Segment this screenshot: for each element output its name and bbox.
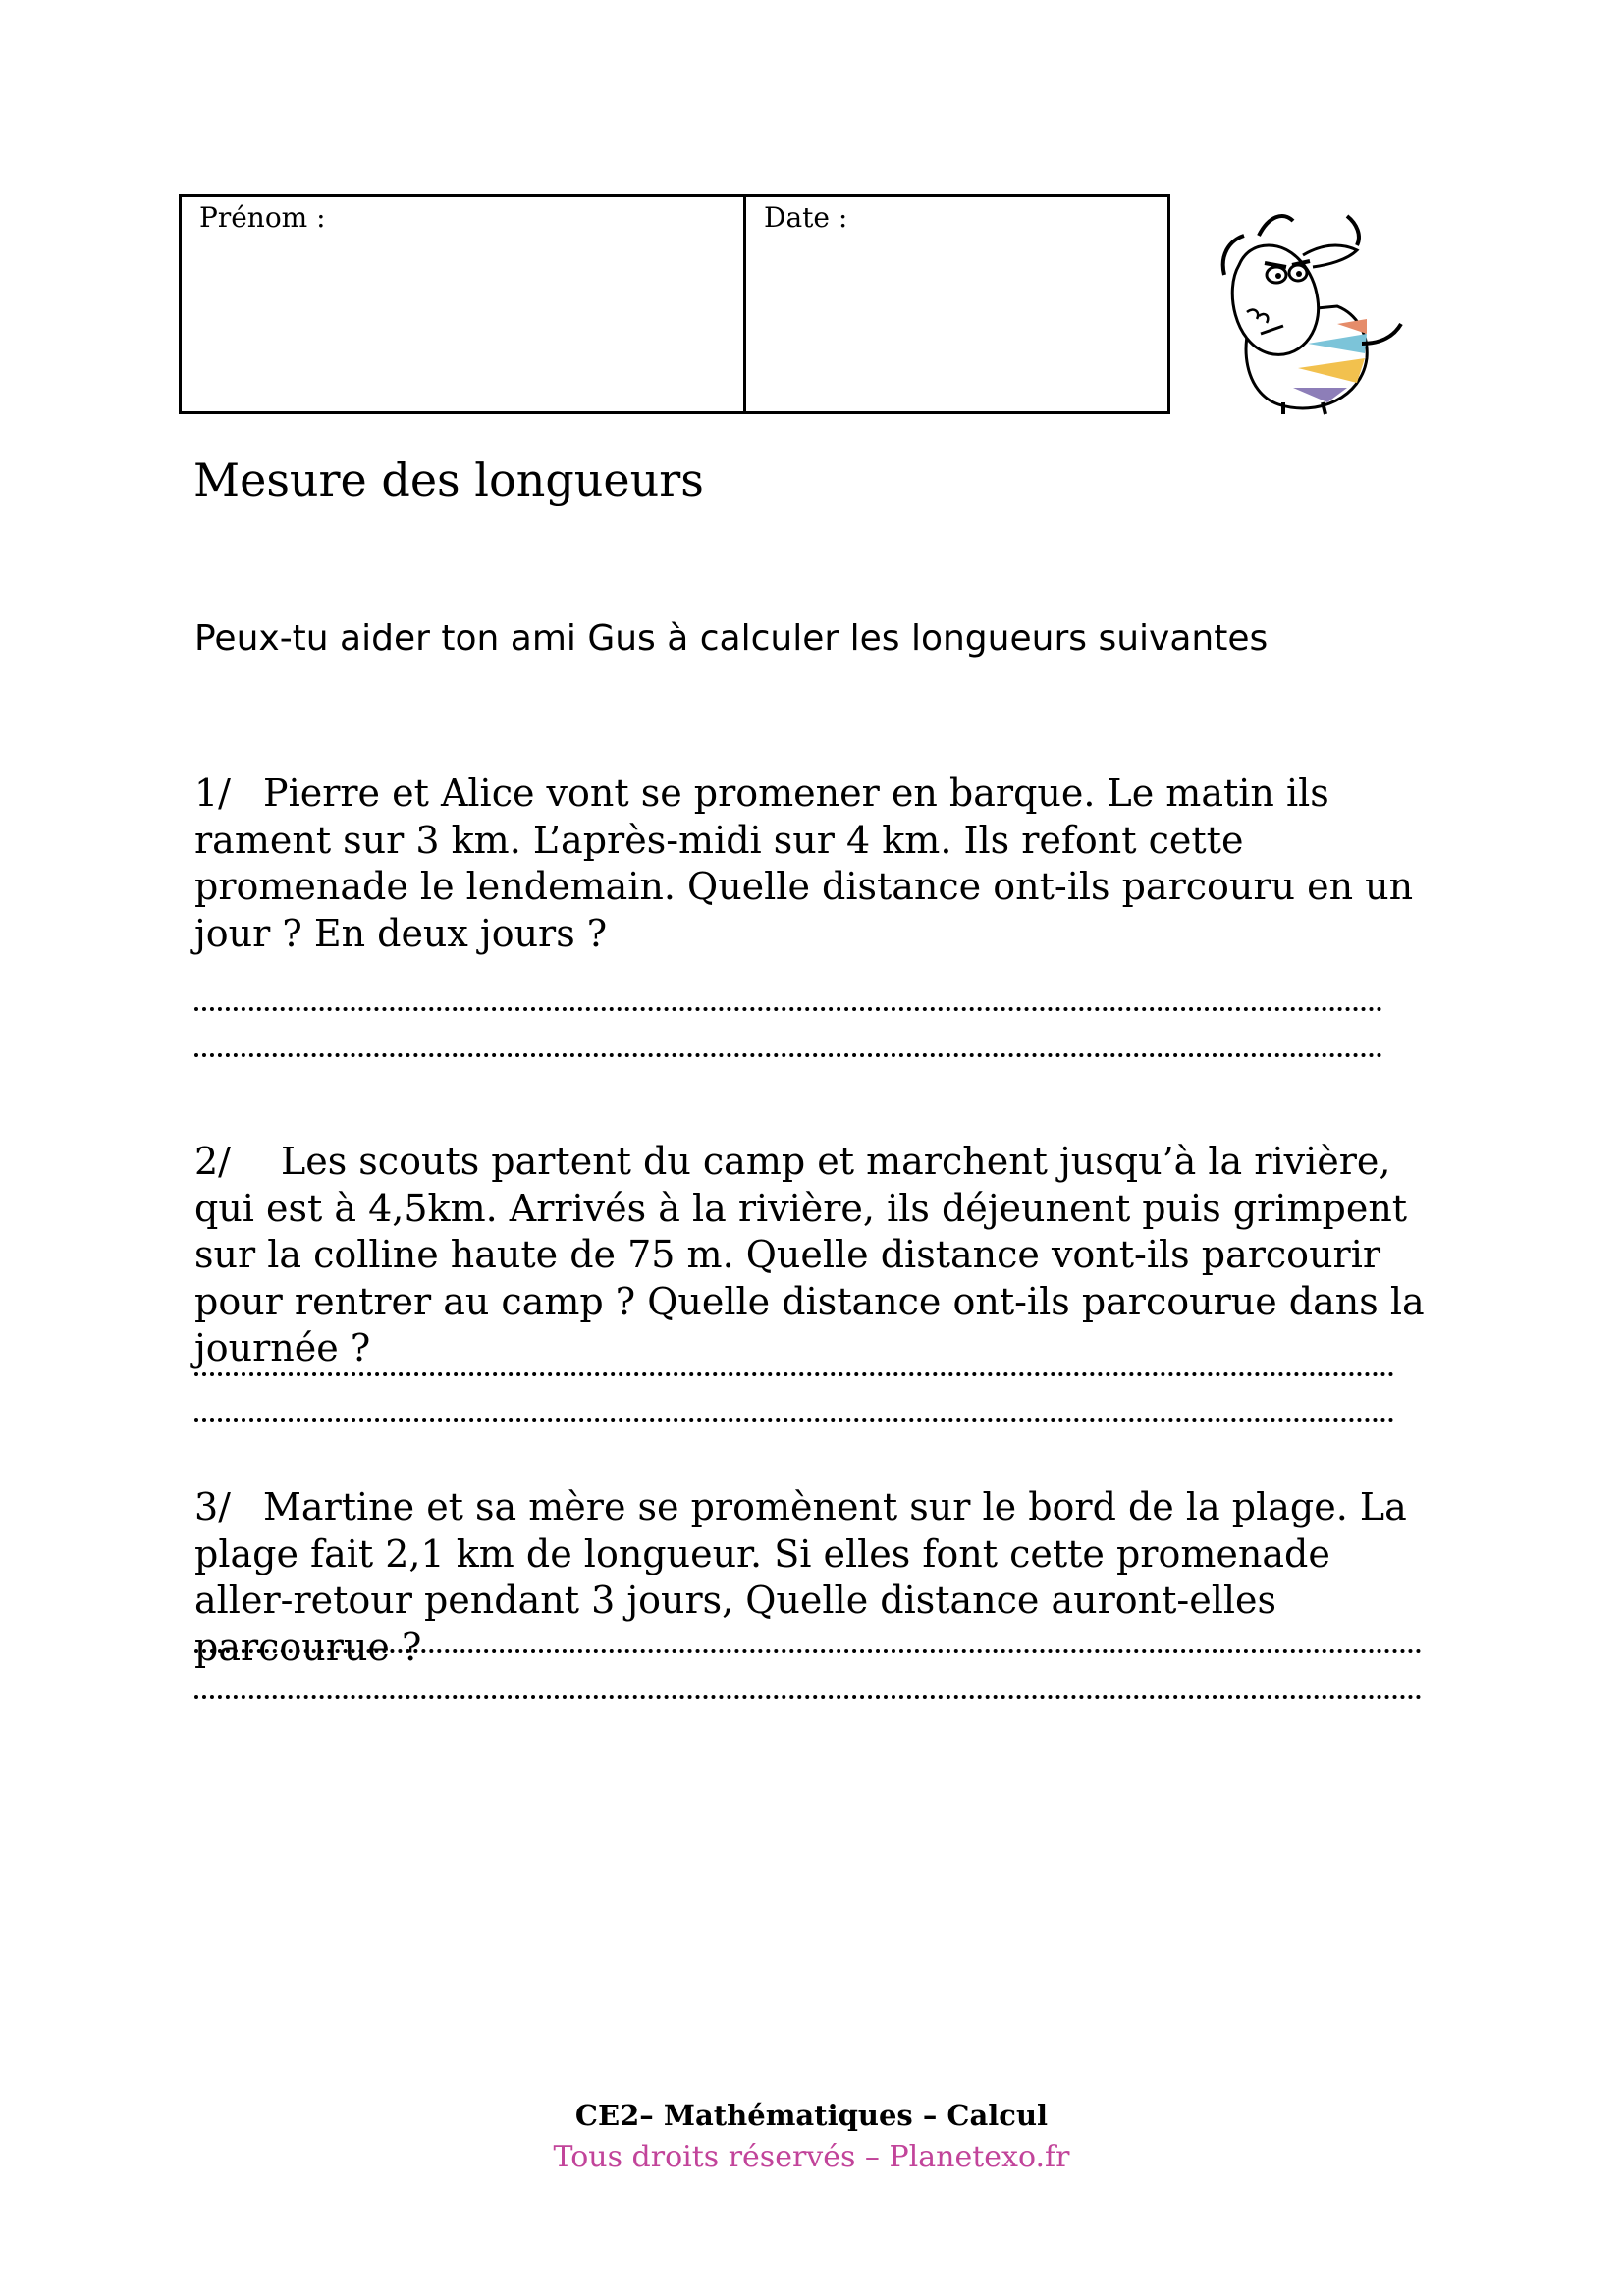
exercise-3 [194, 1484, 1432, 1671]
exercise-2 [194, 1139, 1432, 1372]
exercise-text: Martine et sa mère se promènent sur le bord de la plage. La plage fait 2,1 km de longueur. Si elles font cette promenade aller-retour pendant 3 jours, Quelle distance auront-elles parcourue ? [194, 1485, 1407, 1669]
footer-title: CE2– Mathématiques – Calcul [574, 2099, 1049, 2132]
prenom-field[interactable] [182, 197, 746, 411]
prenom-label: Prénom : [199, 201, 326, 234]
page-title: Mesure des longueurs [193, 454, 704, 507]
exercise-number: 2/ [194, 1140, 231, 1183]
date-label: Date : [764, 201, 848, 234]
instruction-text: Peux-tu aider ton ami Gus à calculer les longueurs suivantes [194, 618, 1269, 659]
exercise-text: Pierre et Alice vont se promener en barque. Le matin ils rament sur 3 km. L’après-midi sur 4 km. Ils refont cette promenade le lendemain. Quelle distance ont-ils parcouru en un jour ? En deux jours ? [194, 772, 1414, 955]
exercise-number: 1/ [194, 772, 231, 815]
exercise-1 [194, 771, 1432, 957]
answer-line[interactable] [194, 1372, 1394, 1376]
answer-line[interactable] [194, 1695, 1422, 1699]
exercise-number: 3/ [194, 1485, 231, 1528]
name-date-table [179, 194, 1170, 414]
answer-line[interactable] [194, 1418, 1394, 1422]
sheep-mascot-icon [1200, 196, 1416, 417]
date-field[interactable] [746, 197, 1167, 411]
answer-line[interactable] [194, 1007, 1382, 1011]
answer-line[interactable] [194, 1649, 1422, 1653]
exercise-text: Les scouts partent du camp et marchent jusqu’à la rivière, qui est à 4,5km. Arrivés à la rivière, ils déjeunent puis grimpent sur la colline haute de 75 m. Quelle distance vont-ils parcourir pour rentrer au camp ? Quelle distance ont-ils parcourue dans la journée ? [194, 1140, 1425, 1369]
footer-copyright: Tous droits réservés – Planetexo.fr [553, 2140, 1070, 2174]
answer-line[interactable] [194, 1053, 1382, 1057]
